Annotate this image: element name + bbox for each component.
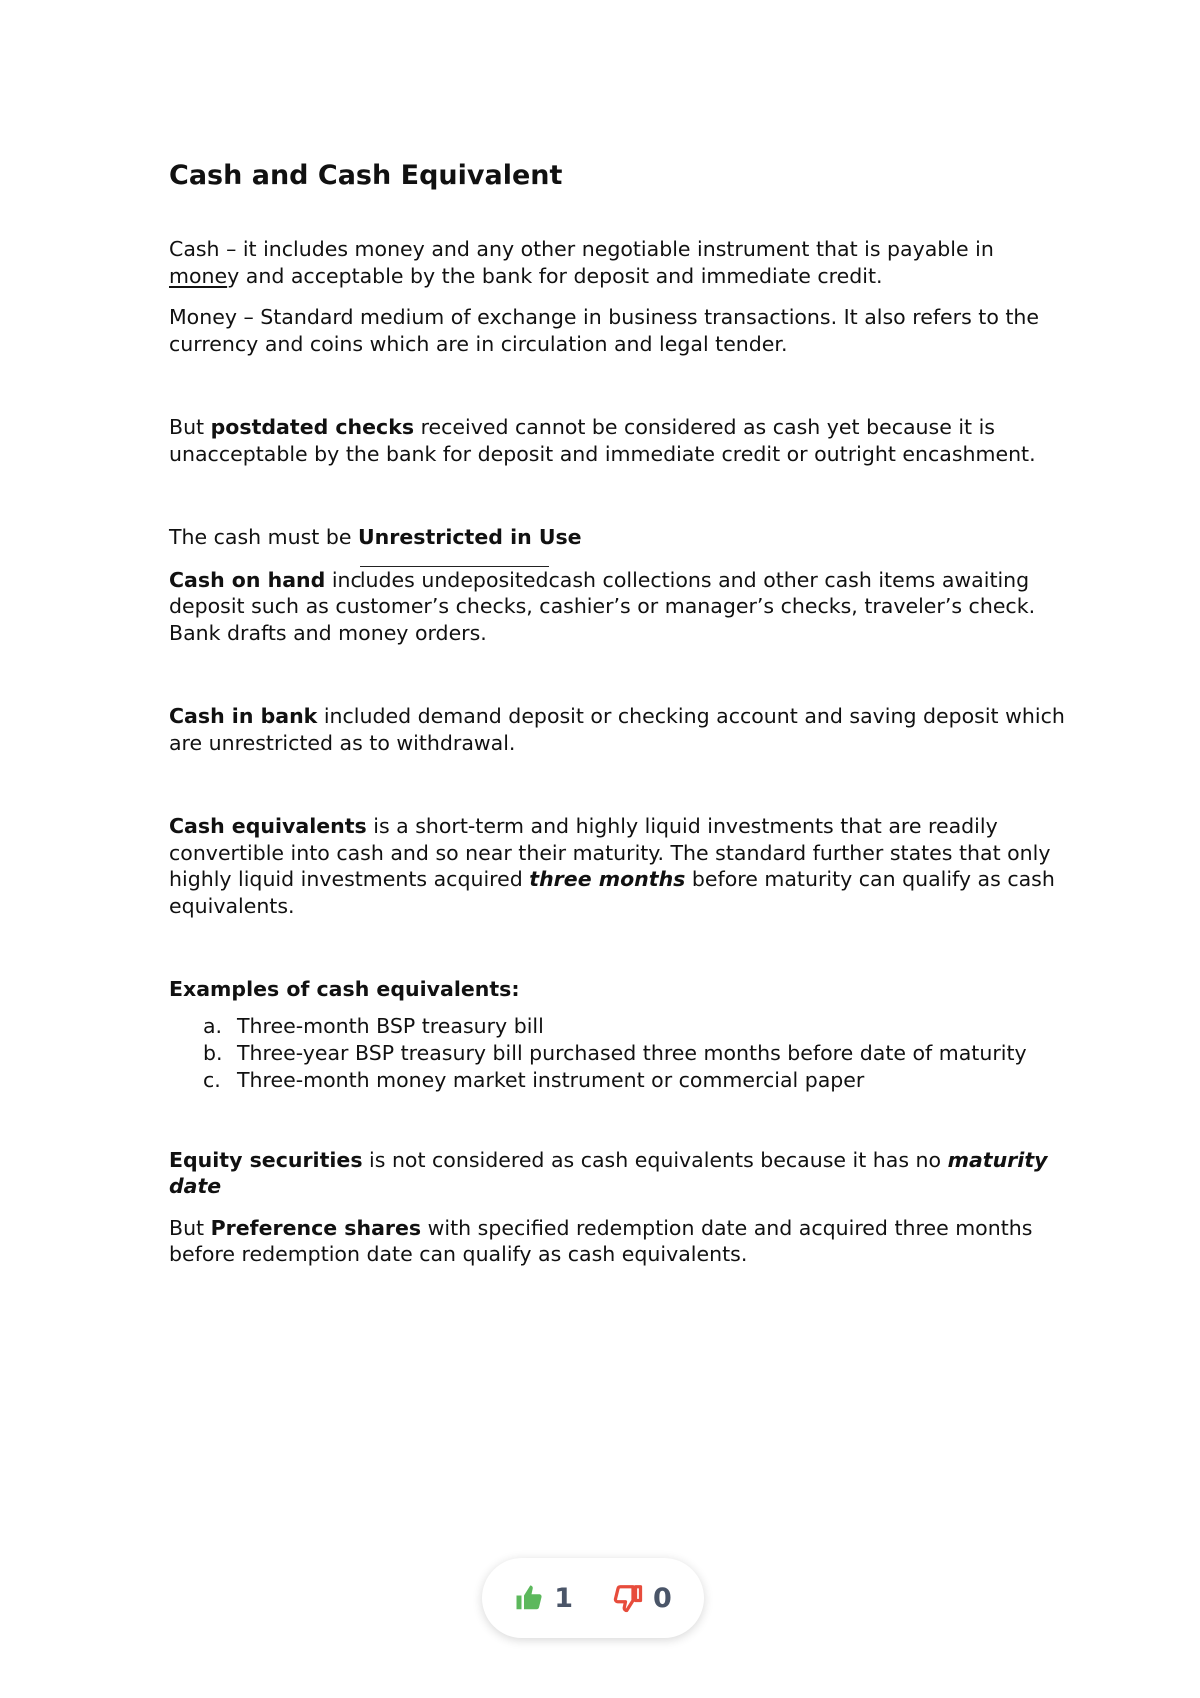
cash-in-bank-paragraph xyxy=(169,703,1069,756)
cash-on-hand-bold: Cash on hand xyxy=(169,567,326,592)
unrestricted-paragraph xyxy=(169,524,1069,551)
upvote-count: 1 xyxy=(554,1582,573,1614)
preference-bold: Preference shares xyxy=(210,1215,422,1240)
cash-on-hand-paragraph xyxy=(169,566,1069,647)
thumbs-down-icon xyxy=(613,1583,643,1613)
cash-on-hand-overlined: ludes undeposited xyxy=(359,567,549,592)
preference-shares-paragraph xyxy=(169,1215,1069,1268)
postdated-post: received cannot be considered as cash yet because it is unacceptable by the bank for deposit and immediate credit or outright encashment. xyxy=(169,415,1036,466)
list-item xyxy=(203,1067,1069,1094)
equity-bold-italic: maturity date xyxy=(169,1147,1048,1198)
cash-equivalents-bold-italic: three months xyxy=(529,867,686,891)
examples-heading-text: Examples of cash equivalents: xyxy=(169,977,520,1001)
cash-in-bank-post: included demand deposit or checking account and saving deposit which are unrestricted as to withdrawal. xyxy=(169,704,1065,755)
list-item-letter: a. xyxy=(203,1013,223,1038)
list-item xyxy=(203,1013,1069,1040)
preference-post: with specified redemption date and acquired three months before redemption date can qualify as cash equivalents. xyxy=(169,1215,1033,1266)
unrestricted-bold: Unrestricted in Use xyxy=(358,525,582,549)
downvote-button[interactable] xyxy=(613,1583,672,1614)
list-item xyxy=(203,1040,1069,1067)
cash-definition-lead: Cash – it includes money and any other negotiable instrument that is payable in xyxy=(169,237,994,261)
downvote-count: 0 xyxy=(653,1582,672,1614)
preference-pre: But xyxy=(169,1215,211,1240)
postdated-checks-paragraph xyxy=(169,414,1069,467)
unrestricted-pre: The cash must be xyxy=(169,525,359,549)
cash-equivalents-paragraph xyxy=(169,813,1069,919)
list-item-letter: c. xyxy=(203,1067,221,1092)
document-page xyxy=(169,160,1069,1283)
cash-definition xyxy=(169,236,1069,289)
money-definition: Money – Standard medium of exchange in business transactions. It also refers to the currency and coins which are in circulation and legal tender. xyxy=(169,305,1040,356)
examples-list xyxy=(169,1013,1069,1094)
cash-on-hand-post: cash collections and other cash items awaiting deposit such as customer’s checks, cashier’s or manager’s checks, traveler’s check. Bank drafts and money orders. xyxy=(169,567,1036,645)
list-item-text: Three-month BSP treasury bill xyxy=(237,1013,544,1038)
examples-heading xyxy=(169,976,1069,1003)
list-item-text: Three-month money market instrument or commercial paper xyxy=(237,1067,865,1092)
cash-on-hand-mid-pre: inc xyxy=(325,567,362,592)
cash-equivalents-mid: is a short-term and highly liquid investments that are readily convertible into cash and so near their maturity. The standard further states that only highly liquid investments acquired xyxy=(169,814,1051,891)
list-item-text: Three-year BSP treasury bill purchased three months before date of maturity xyxy=(237,1040,1027,1065)
upvote-button[interactable] xyxy=(514,1583,573,1614)
equity-bold: Equity securities xyxy=(169,1147,363,1172)
equity-securities-paragraph xyxy=(169,1147,1069,1200)
document-title: Cash and Cash Equivalent xyxy=(169,160,563,191)
postdated-pre: But xyxy=(169,415,211,439)
cash-equivalents-bold: Cash equivalents xyxy=(169,814,367,838)
postdated-bold: postdated checks xyxy=(210,415,415,439)
cash-equivalents-post: before maturity can qualify as cash equivalents. xyxy=(169,867,1055,918)
cash-definition-rest: y and acceptable by the bank for deposit and immediate credit. xyxy=(227,263,883,288)
cash-definition-underlined: mone xyxy=(169,263,228,288)
equity-mid: is not considered as cash equivalents because it has no xyxy=(362,1147,948,1172)
thumbs-up-icon xyxy=(514,1583,544,1613)
vote-widget xyxy=(482,1558,704,1638)
cash-in-bank-bold: Cash in bank xyxy=(169,704,318,728)
list-item-letter: b. xyxy=(203,1040,223,1065)
